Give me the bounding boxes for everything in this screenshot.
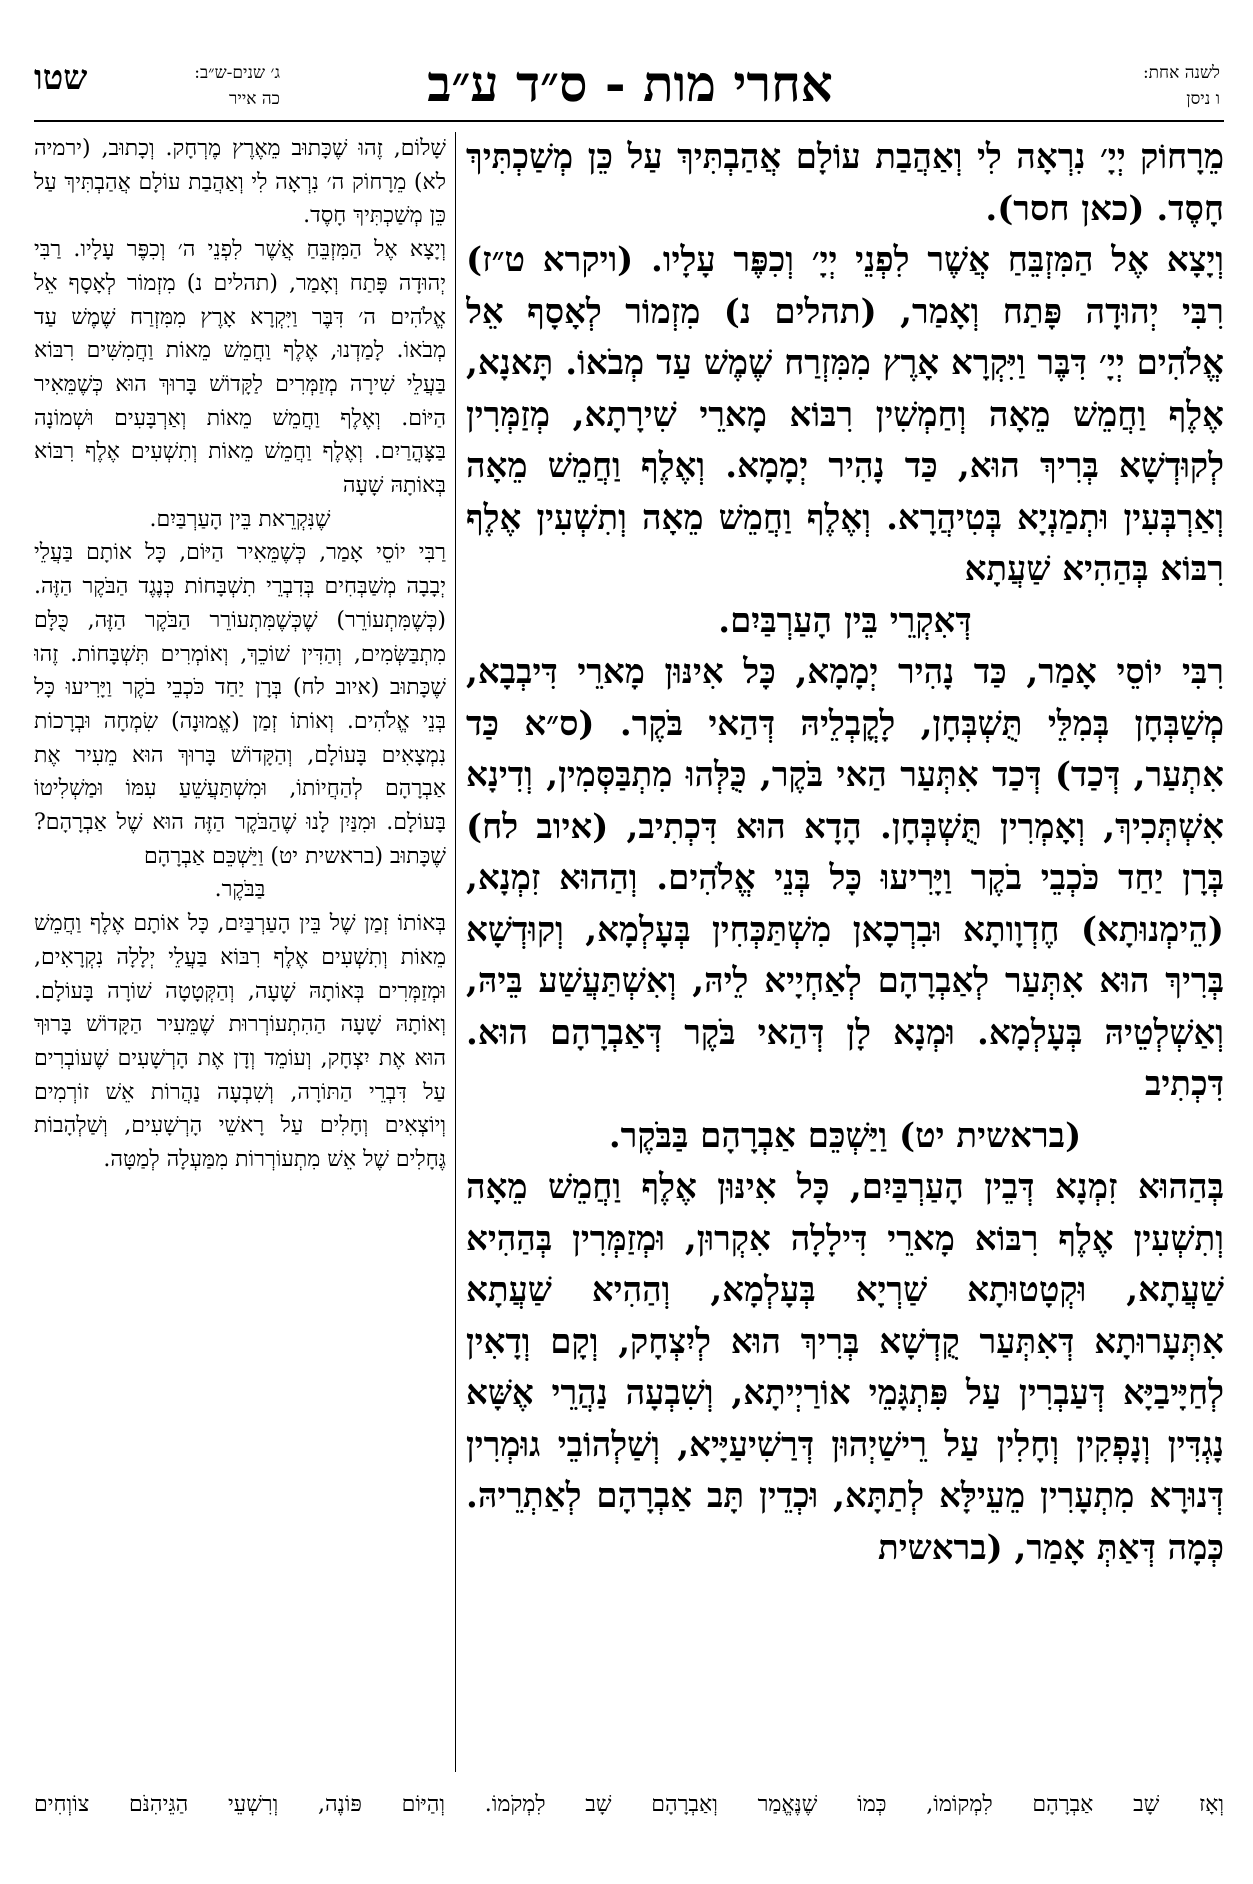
page-number: שטו <box>34 58 88 98</box>
main-paragraph: מֵרָחוֹק יְיָ׳ נִרְאָה לִי וְאַהֲבַת עוֹלָם אֲהַבְתִּיךְ עַל כֵּן מְשַׁכְתִּיךְ חָסֶד. (כאן חסר). <box>466 137 1224 229</box>
commentary-paragraph: בַּבֹּקֶר. <box>214 877 266 903</box>
header-right-line2: ו ניסן <box>1186 89 1220 109</box>
header-rule <box>34 120 1224 122</box>
main-paragraph: וְיָצָא אֶל הַמִּזְבֵּחַ אֲשֶׁר לִפְנֵי יְיָ׳ וְכִפֶּר עָלָיו. (ויקרא ט״ז) רִבִּי יְהוּדָה פָּתַח וְאָמַר, (תהלים נ) מִזְמוֹר לְאָסָף אֵל אֱלֹהִים יְיָ׳ דִּבֶּר וַיִּקְרָא אָרֶץ מִמִּזְרַח שֶׁמֶשׁ עַד מְבֹאוֹ. תָּאנָא, אֶלֶף וַחֲמֵשׁ מֵאָה וְחַמְשִׁין רִבּוֹא מָארֵי שִׁירָתָא, מְזַמְּרִין לְקוּדְשָׁא בְּרִיךְ הוּא, כַּד נָהִיר יְמָמָא. וְאֶלֶף וַחֲמֵשׁ מֵאָה וְאַרְבְּעִין וּתְמַנְיָא בְּטִיהֲרָא. וְאֶלֶף וַחֲמֵשׁ מֵאָה וְתִשְׁעִין אֶלֶף רִבּוֹא בְּהַהִיא שַׁעֲתָא <box>466 240 1224 589</box>
column-divider <box>455 132 456 1772</box>
header-right-line1: לשנה אחת: <box>1142 63 1220 83</box>
commentary-column <box>34 132 446 1772</box>
commentary-paragraph: שָׁלוֹם, זֶהוּ שֶׁכָּתוּב מֵאֶרֶץ מֶרְחָק. וְכָתוּב, (ירמיה לא) מֵרָחוֹק ה׳ נִרְאָה לִי וְאַהֲבַת עוֹלָם אֲהַבְתִּיךְ עַל כֵּן מְשַׁכְתִּיךְ חָסֶד. <box>34 136 446 229</box>
header-left-line2: כה אייר <box>229 89 280 109</box>
header-left-info <box>110 60 280 112</box>
commentary-paragraph: רַבִּי יוֹסֵי אָמַר, כְּשֶׁמֵּאִיר הַיּוֹם, כָּל אוֹתָם בַּעֲלֵי יְבָבָה מְשַׁבְּחִים בְּדִבְרֵי תִשְׁבָּחוֹת כְּנֶגֶד הַבֹּקֶר הַזֶּה. (כְּשֶׁמִּתְעוֹרֵר) שֶׁכְּשֶׁמִּתְעוֹרֵר הַבֹּקֶר הַזֶּה, כֻּלָּם מִתְבַּשְּׂמִים, וְהַדִּין שׁוֹכֵךְ, וְאוֹמְרִים תִּשְׁבָּחוֹת. זֶהוּ שֶׁכָּתוּב (איוב לח) בְּרָן יַחַד כֹּכְבֵי בֹקֶר וַיָּרִיעוּ כָּל בְּנֵי אֱלֹהִים. וְאוֹתוֹ זְמַן (אֱמוּנָה) שִׂמְחָה וּבְרָכוֹת נִמְצָאִים בָּעוֹלָם, וְהַקָּדוֹשׁ בָּרוּךְ הוּא מֵעִיר אֶת אַבְרָהָם לְהַחֲיוֹתוֹ, וּמִשְׁתַּעֲשֵׁעַ עִמּוֹ וּמַשְׁלִיטוֹ בָּעוֹלָם. וּמִנַּיִן לָנוּ שֶׁהַבֹּקֶר הַזֶּה הוּא שֶׁל אַבְרָהָם? שֶׁכָּתוּב (בראשית יט) וַיַּשְׁכֵּם אַבְרָהָם <box>34 540 446 869</box>
page-title: אחרי מות - ס״ד ע״ב <box>427 54 833 113</box>
main-paragraph: (בראשית יט) וַיַּשְׁכֵּם אַבְרָהָם בַּבֹּקֶר. <box>608 1115 1082 1156</box>
header-left-line1: ג׳ שנים-ש״ב: <box>194 63 280 83</box>
commentary-paragraph: וְיָצָא אֶל הַמִּזְבֵּחַ אֲשֶׁר לִפְנֵי ה׳ וְכִפֶּר עָלָיו. רַבִּי יְהוּדָה פָּתַח וְאָמַר, (תהלים נ) מִזְמוֹר לְאָסָף אֵל אֱלֹהִים ה׳ דִּבֶּר וַיִּקְרָא אָרֶץ מִמִּזְרַח שֶׁמֶשׁ עַד מְבֹאוֹ. לָמַדְנוּ, אֶלֶף וַחֲמֵשׁ מֵאוֹת וַחֲמִשִּׁים רִבּוֹא בַּעֲלֵי שִׁירָה מְזַמְּרִים לַקָּדוֹשׁ בָּרוּךְ הוּא כְּשֶׁמֵּאִיר הַיּוֹם. וְאֶלֶף וַחֲמֵשׁ מֵאוֹת וְאַרְבָּעִים וּשְׁמוֹנָה בַּצָּהֳרַיִם. וְאֶלֶף וַחֲמֵשׁ מֵאוֹת וְתִשְׁעִים אֶלֶף רִבּוֹא בְּאוֹתָהּ שָׁעָה <box>34 237 446 499</box>
commentary-paragraph: שֶׁנִּקְרֵאת בֵּין הָעַרְבַּיִם. <box>149 506 331 532</box>
main-paragraph: בְּהַהוּא זִמְנָא דְּבֵין הָעַרְבַּיִם, כָּל אִינּוּן אֶלֶף וַחֲמֵשׁ מֵאָה וְתִשְׁעִין אֶלֶף רִבּוֹא מָארֵי דִּילָלָה אִקְרוּן, וּמְזַמְּרִין בְּהַהִיא שַׁעֲתָא, וּקְטָטוּתָא שַׁרְיָא בְּעָלְמָא, וְהַהִיא שַׁעֲתָא אִתְּעָרוּתָא דְּאִתְּעַר קֻדְשָׁא בְּרִיךְ הוּא לְיִצְחָק, וְקָם וְדָאִין לְחַיָּיבַיָּא דְּעַבְרִין עַל פִּתְגָּמֵי אוֹרַיְיתָא, וְשִׁבְעָה נַהֲרֵי אֶשָּׁא נָגְדִּין וְנָפְקִין וְחָלִין עַל רֵישַׁיְהוּן דְּרַשִׁיעַיָּיא, וְשַׁלְהוֹבֵי גוּמְרִין דְּנוּרָא מִתְעָרִין מֵעֵילָּא לְתַתָּא, וּכְדֵין תָּב אַבְרָהָם לְאַתְרֵיהּ. כְּמָה דְּאַתְּ אָמַר, (בראשית <box>466 1167 1224 1568</box>
main-text-column <box>466 132 1224 1772</box>
header-right-info <box>1010 60 1220 112</box>
main-paragraph: דְּאִקְרֵי בֵּין הָעַרְבַּיִם. <box>718 600 972 641</box>
main-paragraph: רִבִּי יוֹסֵי אָמַר, כַּד נָהִיר יְמָמָא, כָּל אִינּוּן מָארֵי דִּיבְבָא, מְשַׁבְּחָן בְּמִלֵּי תֻּשְׁבְּחָן, לָקֳבְלֵיהּ דְּהַאי בֹּקֶר. (ס״א כַּד אִתְעַר, דְּכַד) דְּכַד אִתְּעַר הַאי בֹּקֶר, כֻּלְּהוּ מִתְבַּסְּמִין, וְדִינָא אִשְׁתְּכִיךְ, וְאָמְרִין תֻּשְׁבְּחָן. הָדָא הוּא דִּכְתִיב, (איוב לח) בְּרָן יַחַד כֹּכְבֵי בֹקֶר וַיָּרִיעוּ כָּל בְּנֵי אֱלֹהִים. וְהַהוּא זִמְנָא, (הֵימְנוּתָא) חֶדְוָותָא וּבִרְכָאן מִשְׁתַּכְּחִין בְּעָלְמָא, וְקוּדְשָׁא בְּרִיךְ הוּא אִתְּעַר לְאַבְרָהָם לְאַחְיָיא לֵיהּ, וְאִשְׁתַּעֲשַׁע בֵּיהּ, וְאַשְׁלְטֵיהּ בְּעָלְמָא. וּמְנָא לָן דְּהַאי בֹּקֶר דְּאַבְרָהָם הוּא. דִּכְתִיב <box>466 652 1224 1104</box>
footer-continuation: וְאָז שָׁב אַבְרָהָם לִמְקוֹמוֹ, כְּמוֹ שֶׁנֶּאֱמַר וְאַבְרָהָם שָׁב לִמְקֹמוֹ. וְהַיּוֹם פּוֹנֶה, וְרִשְׁעֵי הַגֵּיהִנֹּם צוֹוְחִים <box>34 1792 1224 1817</box>
commentary-paragraph: בְּאוֹתוֹ זְמַן שֶׁל בֵּין הָעַרְבַּיִם, כָּל אוֹתָם אֶלֶף וַחֲמֵשׁ מֵאוֹת וְתִשְׁעִים אֶלֶף רִבּוֹא בַּעֲלֵי יְלָלָה נִקְרָאִים, וּמְזַמְּרִים בְּאוֹתָהּ שָׁעָה, וְהַקְּטָטָה שׁוֹרָה בָּעוֹלָם. וְאוֹתָהּ שָׁעָה הַהִתְעוֹרְרוּת שֶׁמֵּעִיר הַקָּדוֹשׁ בָּרוּךְ הוּא אֶת יִצְחָק, וְעוֹמֵד וְדָן אֶת הָרְשָׁעִים שֶׁעוֹבְרִים עַל דִּבְרֵי הַתּוֹרָה, וְשִׁבְעָה נַהֲרוֹת אֵשׁ זוֹרְמִים וְיוֹצְאִים וְחָלִים עַל רָאשֵׁי הָרְשָׁעִים, וְשַׁלְהָבוֹת גֶּחָלִים שֶׁל אֵשׁ מִתְעוֹרְרוֹת מִמַּעְלָה לְמַטָּה. <box>34 911 446 1173</box>
